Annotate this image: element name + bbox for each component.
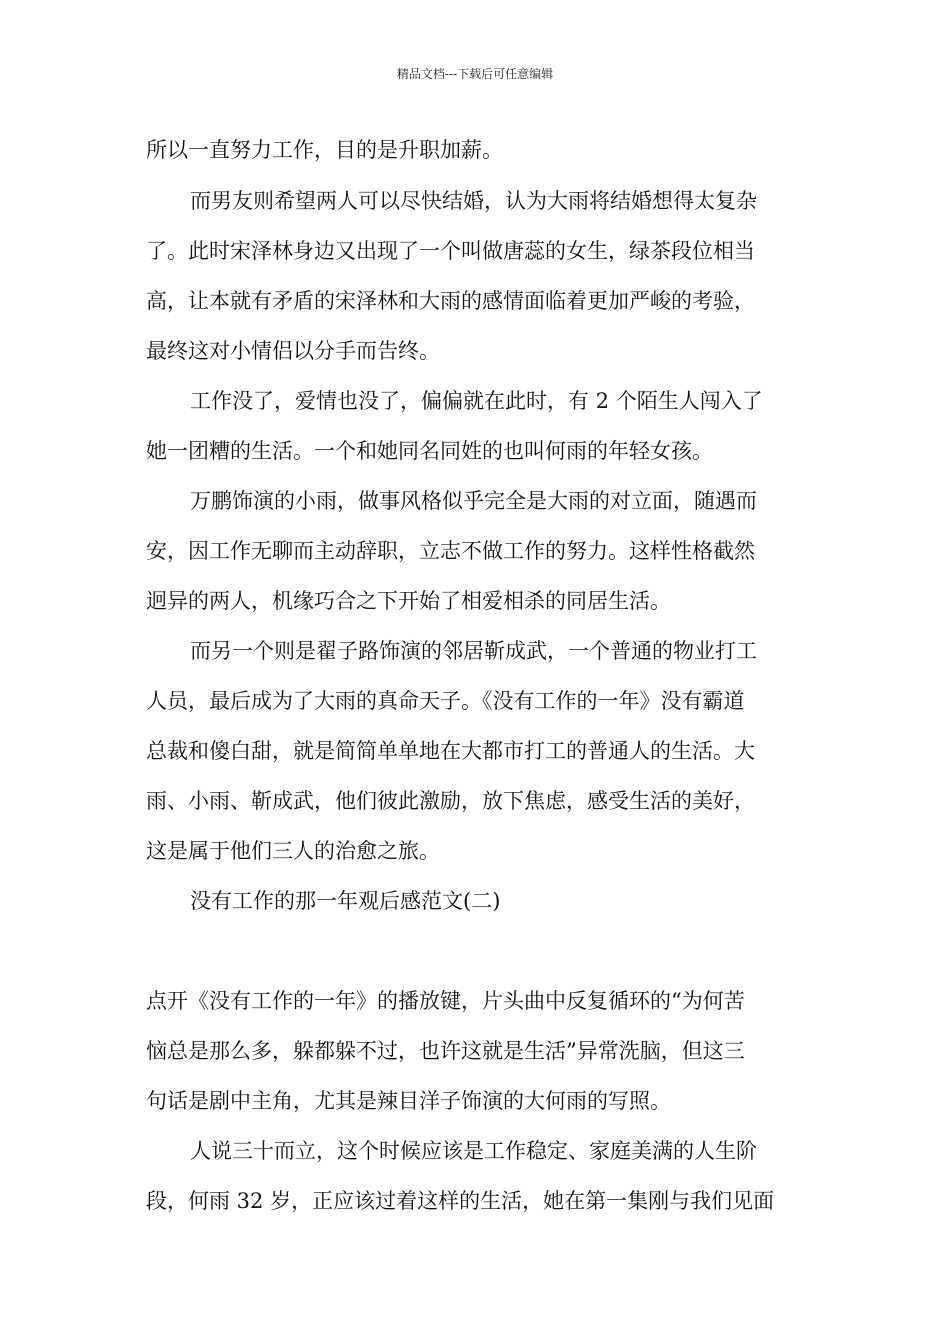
page-header: 精品文档---下载后可任意编辑 [396, 67, 554, 81]
text-line: 最终这对小情侣以分手而告终。 [146, 339, 440, 363]
text-line: 总裁和傻白甜，就是简简单单地在大都市打工的普通人的生活。大 [146, 739, 755, 763]
text-line: 恼总是那么多，躲都躲不过，也许这就是生活”异常洗脑，但这三 [146, 1039, 745, 1063]
text-line: 了。此时宋泽林身边又出现了一个叫做唐蕊的女生，绿茶段位相当 [146, 239, 755, 263]
text-line: 点开《没有工作的一年》的播放键，片头曲中反复循环的“为何苦 [146, 989, 745, 1013]
text-line: 人员，最后成为了大雨的真命天子。《没有工作的一年》没有霸道 [146, 689, 745, 713]
text-line: 雨、小雨、靳成武，他们彼此激励，放下焦虑，感受生活的美好， [146, 789, 755, 813]
text-line: 句话是剧中主角，尤其是辣目洋子饰演的大何雨的写照。 [146, 1089, 671, 1113]
text-line: 工作没了，爱情也没了，偏偏就在此时，有 2 个陌生人闯入了 [190, 389, 763, 413]
section-heading: 没有工作的那一年观后感范文(二) [190, 889, 501, 913]
text-line: 而男友则希望两人可以尽快结婚，认为大雨将结婚想得太复杂 [190, 189, 757, 213]
text-line: 段，何雨 32 岁，正应该过着这样的生活，她在第一集刚与我们见面 [146, 1189, 775, 1213]
text-line: 所以一直努力工作，目的是升职加薪。 [146, 138, 503, 162]
text-line: 高，让本就有矛盾的宋泽林和大雨的感情面临着更加严峻的考验， [146, 289, 755, 313]
text-line: 人说三十而立，这个时候应该是工作稳定、家庭美满的人生阶 [190, 1139, 757, 1163]
text-line: 万鹏饰演的小雨，做事风格似乎完全是大雨的对立面，随遇而 [190, 489, 757, 513]
text-line: 而另一个则是翟子路饰演的邻居靳成武，一个普通的物业打工 [190, 639, 757, 663]
text-line: 迥异的两人，机缘巧合之下开始了相爱相杀的同居生活。 [146, 589, 671, 613]
text-line: 这是属于他们三人的治愈之旅。 [146, 839, 440, 863]
text-line: 安，因工作无聊而主动辞职，立志不做工作的努力。这样性格截然 [146, 539, 755, 563]
text-line: 她一团糟的生活。一个和她同名同姓的也叫何雨的年轻女孩。 [146, 439, 713, 463]
